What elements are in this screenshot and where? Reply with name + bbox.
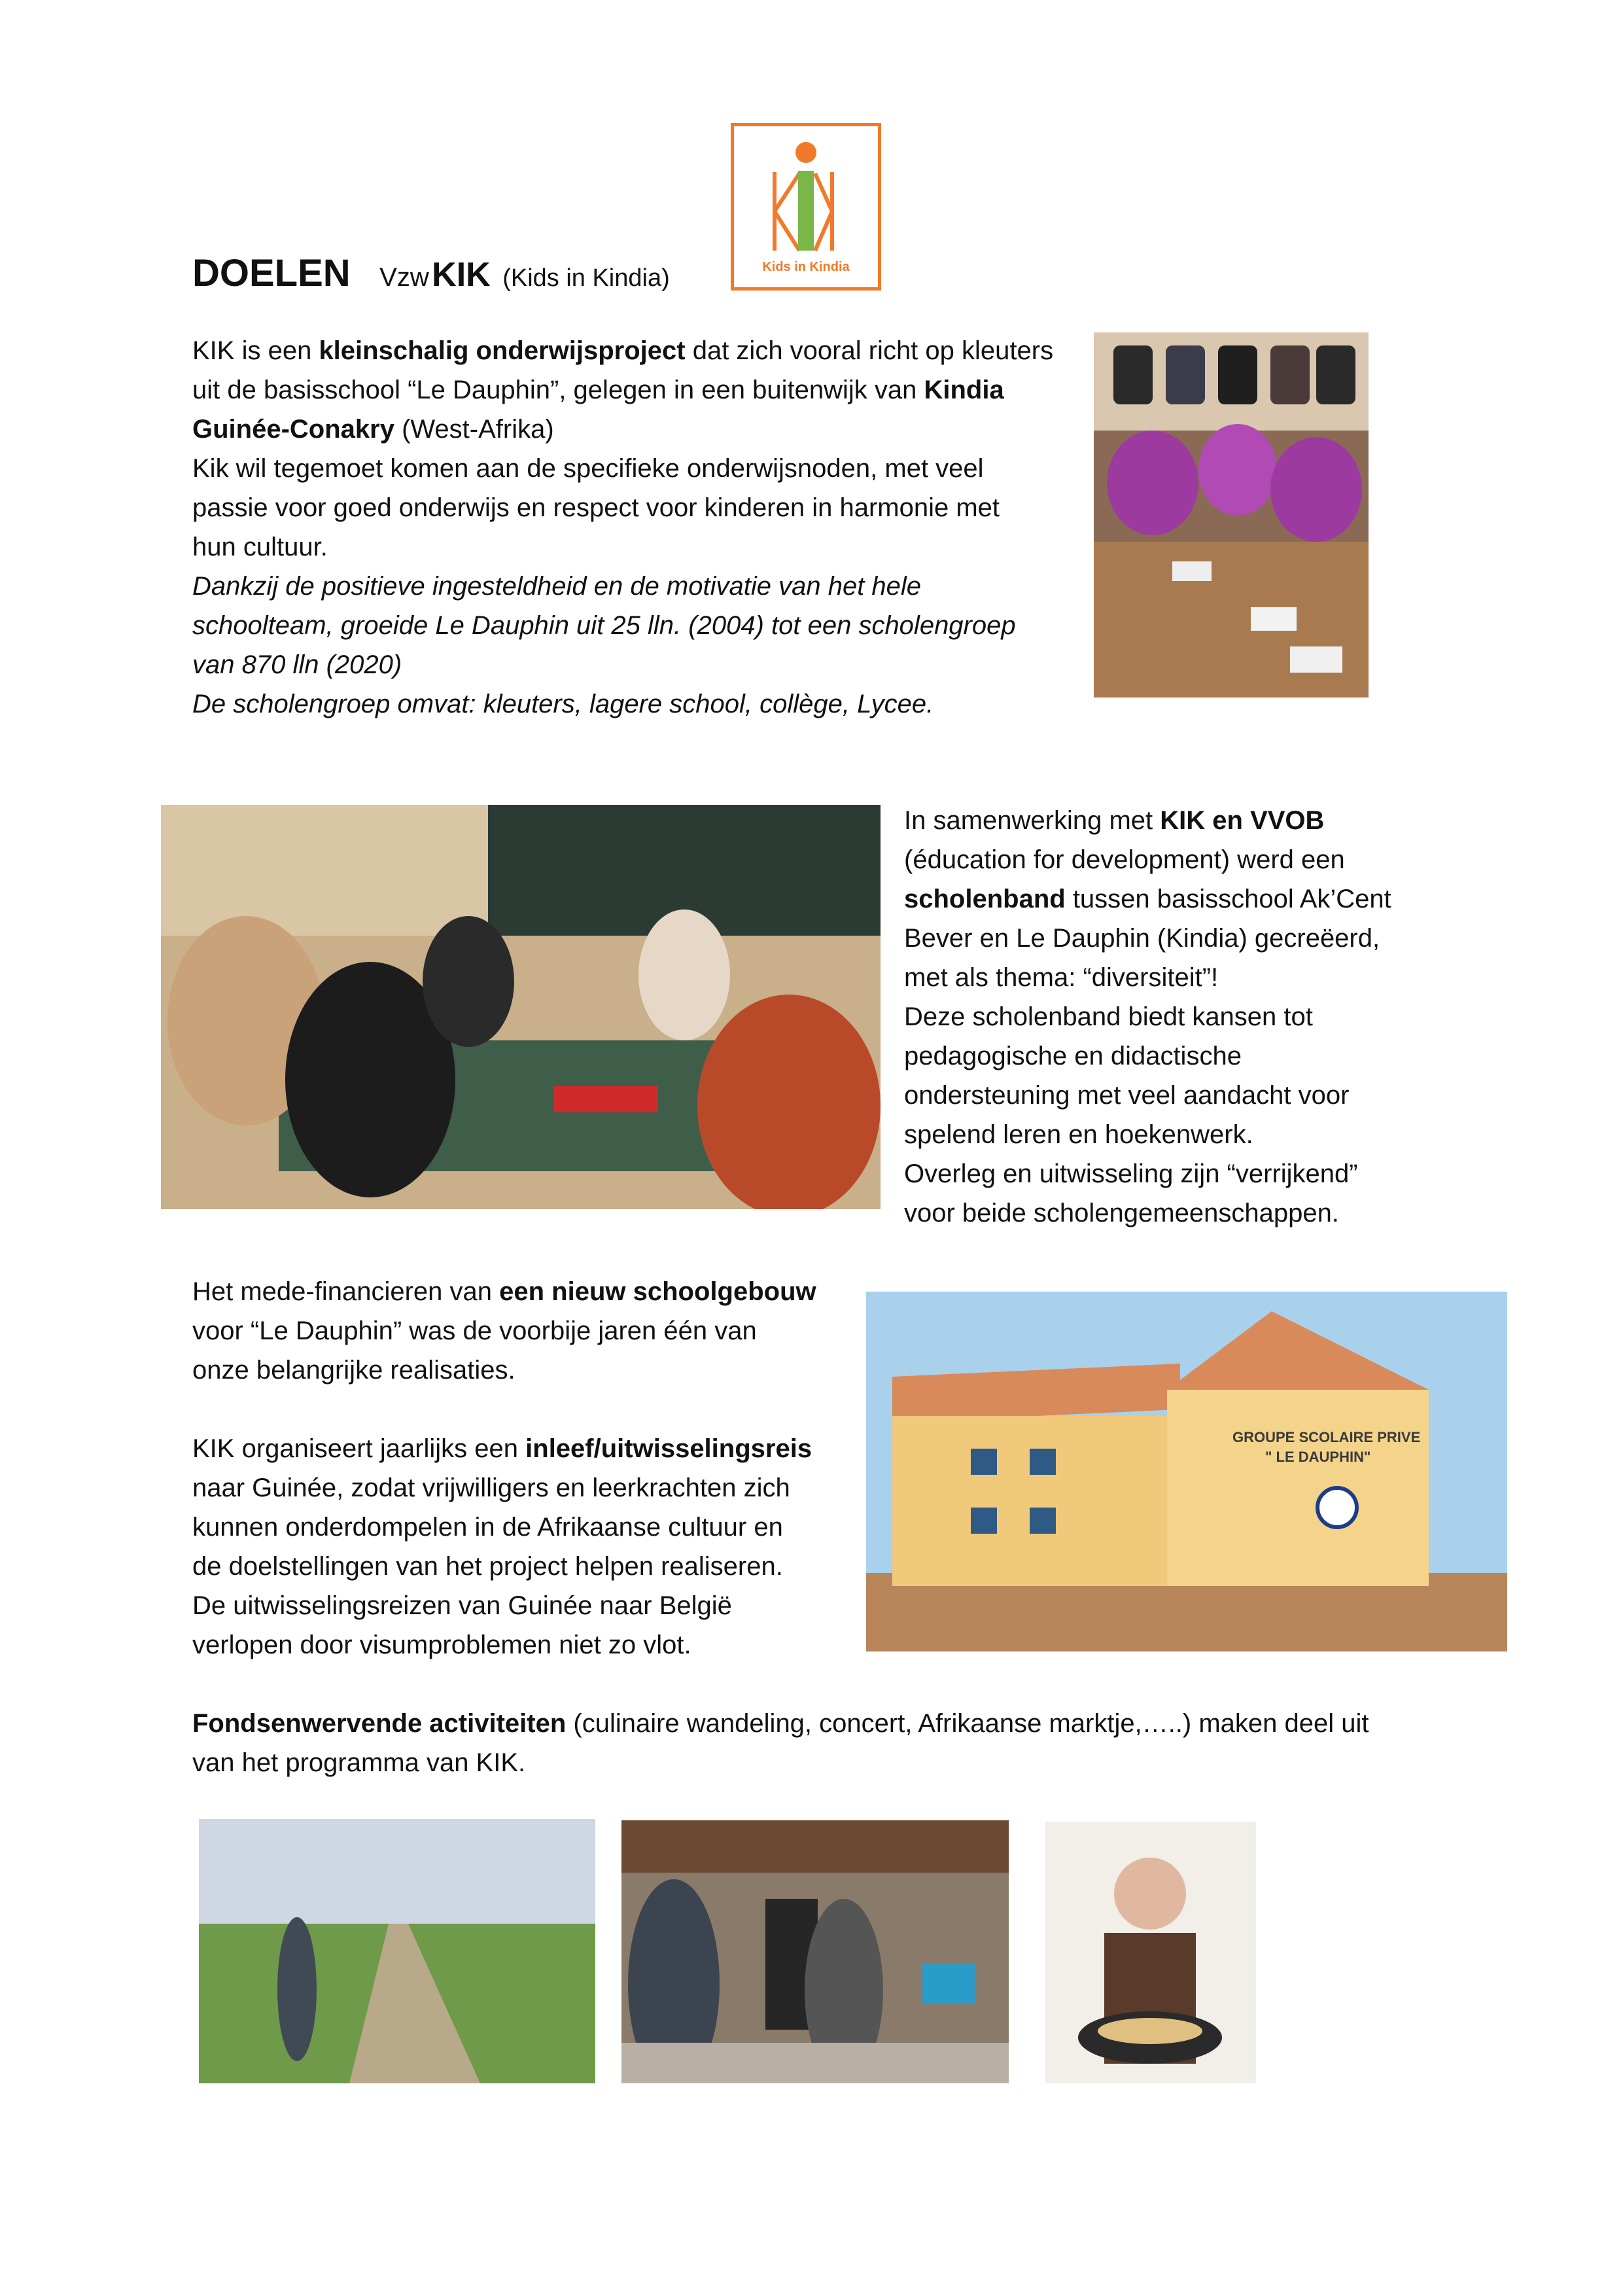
building-sign-line1: GROUPE SCOLAIRE PRIVE (1232, 1429, 1421, 1445)
photo-chef-cooking (1045, 1822, 1256, 2083)
photo-teachers-meeting (161, 805, 881, 1209)
photo-walk-field (199, 1819, 595, 2083)
photo-children-classroom (1094, 332, 1369, 698)
fundraising-paragraph: Fondsenwervende activiteiten (culinaire wandeling, concert, Afrikaanse marktje,…..) maken deel uit van het programma van KIK. (192, 1709, 1369, 1777)
header-suffix: (Kids in Kindia) (502, 264, 670, 292)
intro-paragraph: KIK is een kleinschalig onderwijsproject dat zich vooral richt op kleuters uit de basisschool “Le Dauphin”, gelegen in een buitenwijk van Kindia Guinée-Conakry (West-Afrika) Kik wil tegemoet komen aan de specifieke onderwijsnoden, met veel passie voor goed onderwijs en respect voor kinderen in harmonie met hun cultuur. Dankzij de positieve ingesteldheid en de motivatie van het hele schoolteam, groeide Le Dauphin uit 25 lln. (2004) tot een scholengroep van 870 lln (2020) De scholengroep omvat: kleuters, lagere school, collège, Lycee. (192, 336, 1054, 718)
photo-school-building (866, 1292, 1507, 1651)
building-sign-line2: " LE DAUPHIN" (1265, 1449, 1371, 1465)
page-title: DOELEN (192, 252, 351, 294)
header-org: KIK (432, 256, 491, 294)
page-header (192, 251, 670, 295)
trip-paragraph: KIK organiseert jaarlijks een inleef/uitwisselingsreis naar Guinée, zodat vrijwilligers en leerkrachten zich kunnen onderdompelen in de Afrikaanse cultuur en de doelstellingen van het project helpen realiseren. De uitwisselingsreizen van Guinée naar België verlopen door visumproblemen niet zo vlot. (192, 1434, 812, 1659)
header-prefix: Vzw (379, 263, 429, 292)
logo-caption: Kids in Kindia (762, 260, 850, 274)
photo-market-stand (621, 1820, 1009, 2083)
cooperation-paragraph: In samenwerking met KIK en VVOB (éducation for development) werd een scholenband tussen basisschool Ak’Cent Bever en Le Dauphin (Kindia) gecreëerd, met als thema: “diversiteit”! Deze scholenband biedt kansen tot pedagogische en didactische ondersteuning met veel aandacht voor spelend leren en hoekenwerk. Overleg en uitwisseling zijn “verrijkend” voor beide scholengemeenschappen. (904, 806, 1391, 1227)
kik-logo (731, 123, 881, 291)
building-paragraph: Het mede-financieren van een nieuw schoolgebouw voor “Le Dauphin” was de voorbije jaren één van onze belangrijke realisaties. (192, 1277, 816, 1385)
